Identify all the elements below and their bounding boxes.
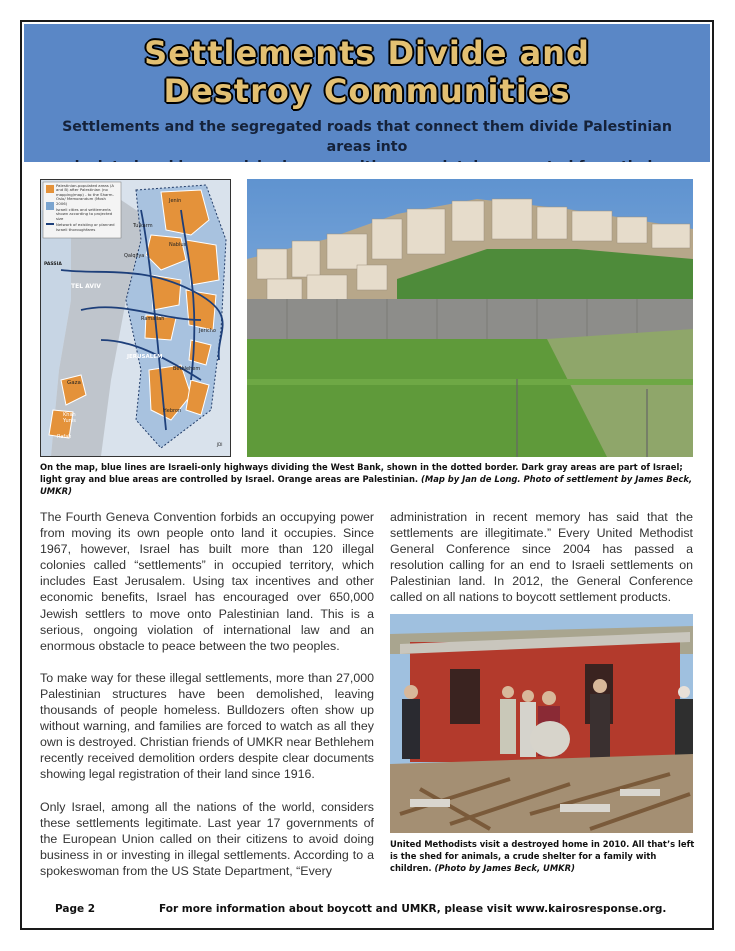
body-paragraph: administration in recent memory has said that the settlements are illegitimate.” Every United Methodist General Conference since 2004 has passed a resolution calling for an end to Israeli settlements on Palestinian land. In 2012, the General Conference called on all nations to boycott settlement products. xyxy=(390,510,693,605)
subtitle-line-1: Settlements and the segregated roads that connect them divide Palestinian areas into xyxy=(62,119,672,155)
destroyed-home-photo-graphic xyxy=(390,614,693,833)
map-legend-item: Network of existing or planned Israeli thoroughfares xyxy=(56,222,115,232)
caption-top-credit: (Map by Jan de Long. Photo of settlement by James Beck, UMKR) xyxy=(40,474,693,496)
caption-top xyxy=(40,461,696,497)
page-number: Page 2 xyxy=(55,903,96,915)
body-column-right xyxy=(390,509,693,606)
map-label-jericho: Jericho xyxy=(199,328,216,334)
map-legend xyxy=(56,184,118,232)
map-logo-passia: PASSIA xyxy=(44,262,62,267)
map-legend-item: Israeli cities and settlements shown according to projected size xyxy=(56,207,113,221)
page-title xyxy=(24,34,710,110)
footer-info: For more information about boycott and UMKR, please visit www.kairosresponse.org. xyxy=(159,903,667,915)
caption-bottom-text: United Methodists visit a destroyed home in 2010. All that’s left is the shed for animals, a crude shelter for a family with children. xyxy=(390,839,695,873)
caption-bottom xyxy=(390,838,700,874)
settlement-photo-graphic xyxy=(247,179,693,457)
map-label-hebron: Hebron xyxy=(163,408,182,414)
map-label-ramallah: Ramallah xyxy=(141,316,165,322)
map-label-rafah: Rafah xyxy=(57,434,72,440)
body-paragraph: Only Israel, among all the nations of the world, considers these settlements legitimate. Last year 17 governments of the European Union called on their citizens to avoid doing business in or investing in illegal settlements. According to a spokeswoman from the US State Department, “Every xyxy=(40,799,374,878)
map-label-khan-yunis: Khan Yunis xyxy=(63,412,76,424)
body-column-left xyxy=(40,509,374,895)
map-label-tulkarm: Tulkarm xyxy=(133,223,153,229)
destroyed-home-photo xyxy=(390,614,693,833)
map-label-gaza: Gaza xyxy=(67,380,81,386)
body-paragraph: The Fourth Geneva Convention forbids an occupying power from moving its own people onto land it occupies. Since 1967, however, Israel has built more than 120 illegal colonies called “settlements” in occupied territory, which includes East Jerusalem. Using tax incentives and other economic benefits, Israel has encouraged over 650,000 Jewish settlers to move onto Palestinian land. This is a serious, ongoing violation of international law and an enormous obstacle to peace between the two peoples. xyxy=(40,510,374,653)
map-label-tel-aviv: TEL AVIV xyxy=(71,283,101,290)
caption-bottom-credit: (Photo by James Beck, UMKR) xyxy=(434,863,575,873)
map-label-qalqilya: Qalqilya xyxy=(124,253,145,259)
caption-top-text: On the map, blue lines are Israeli-only highways dividing the West Bank, shown in the dotted border. Dark gray areas are part of Israel; light gray and blue areas are controlled by Israel. Orange areas are Palestinian. xyxy=(40,462,683,484)
settlement-photo xyxy=(247,179,693,457)
map-label-bethlehem: Bethlehem xyxy=(173,366,201,372)
map-label-jenin: Jenin xyxy=(169,198,182,204)
map-label-nablus: Nablus xyxy=(169,242,187,248)
title-line-2: Destroy Communities xyxy=(163,72,571,110)
title-line-1: Settlements Divide and xyxy=(144,34,590,72)
map-label-jerusalem: JERUSALEM xyxy=(127,354,163,360)
header-banner xyxy=(24,24,710,162)
map-credit: JDI xyxy=(217,442,223,447)
body-paragraph: To make way for these illegal settlements, more than 27,000 Palestinian structures have been demolished, leaving thousands of people homeless. Bulldozers often show up without warning, and families are forced to watch as all they own is destroyed. Christian friends of UMKR near Bethlehem recently received demolition orders despite clear documents showing legal registration of their land since 1916. xyxy=(40,670,375,782)
west-bank-map xyxy=(40,179,231,457)
map-legend-item: Palestinian-populated areas (A and B) after Palestinian (no mapping/map) - to the Sharm-Oslo/ Memorandum (Mosh 2006) xyxy=(56,183,115,206)
